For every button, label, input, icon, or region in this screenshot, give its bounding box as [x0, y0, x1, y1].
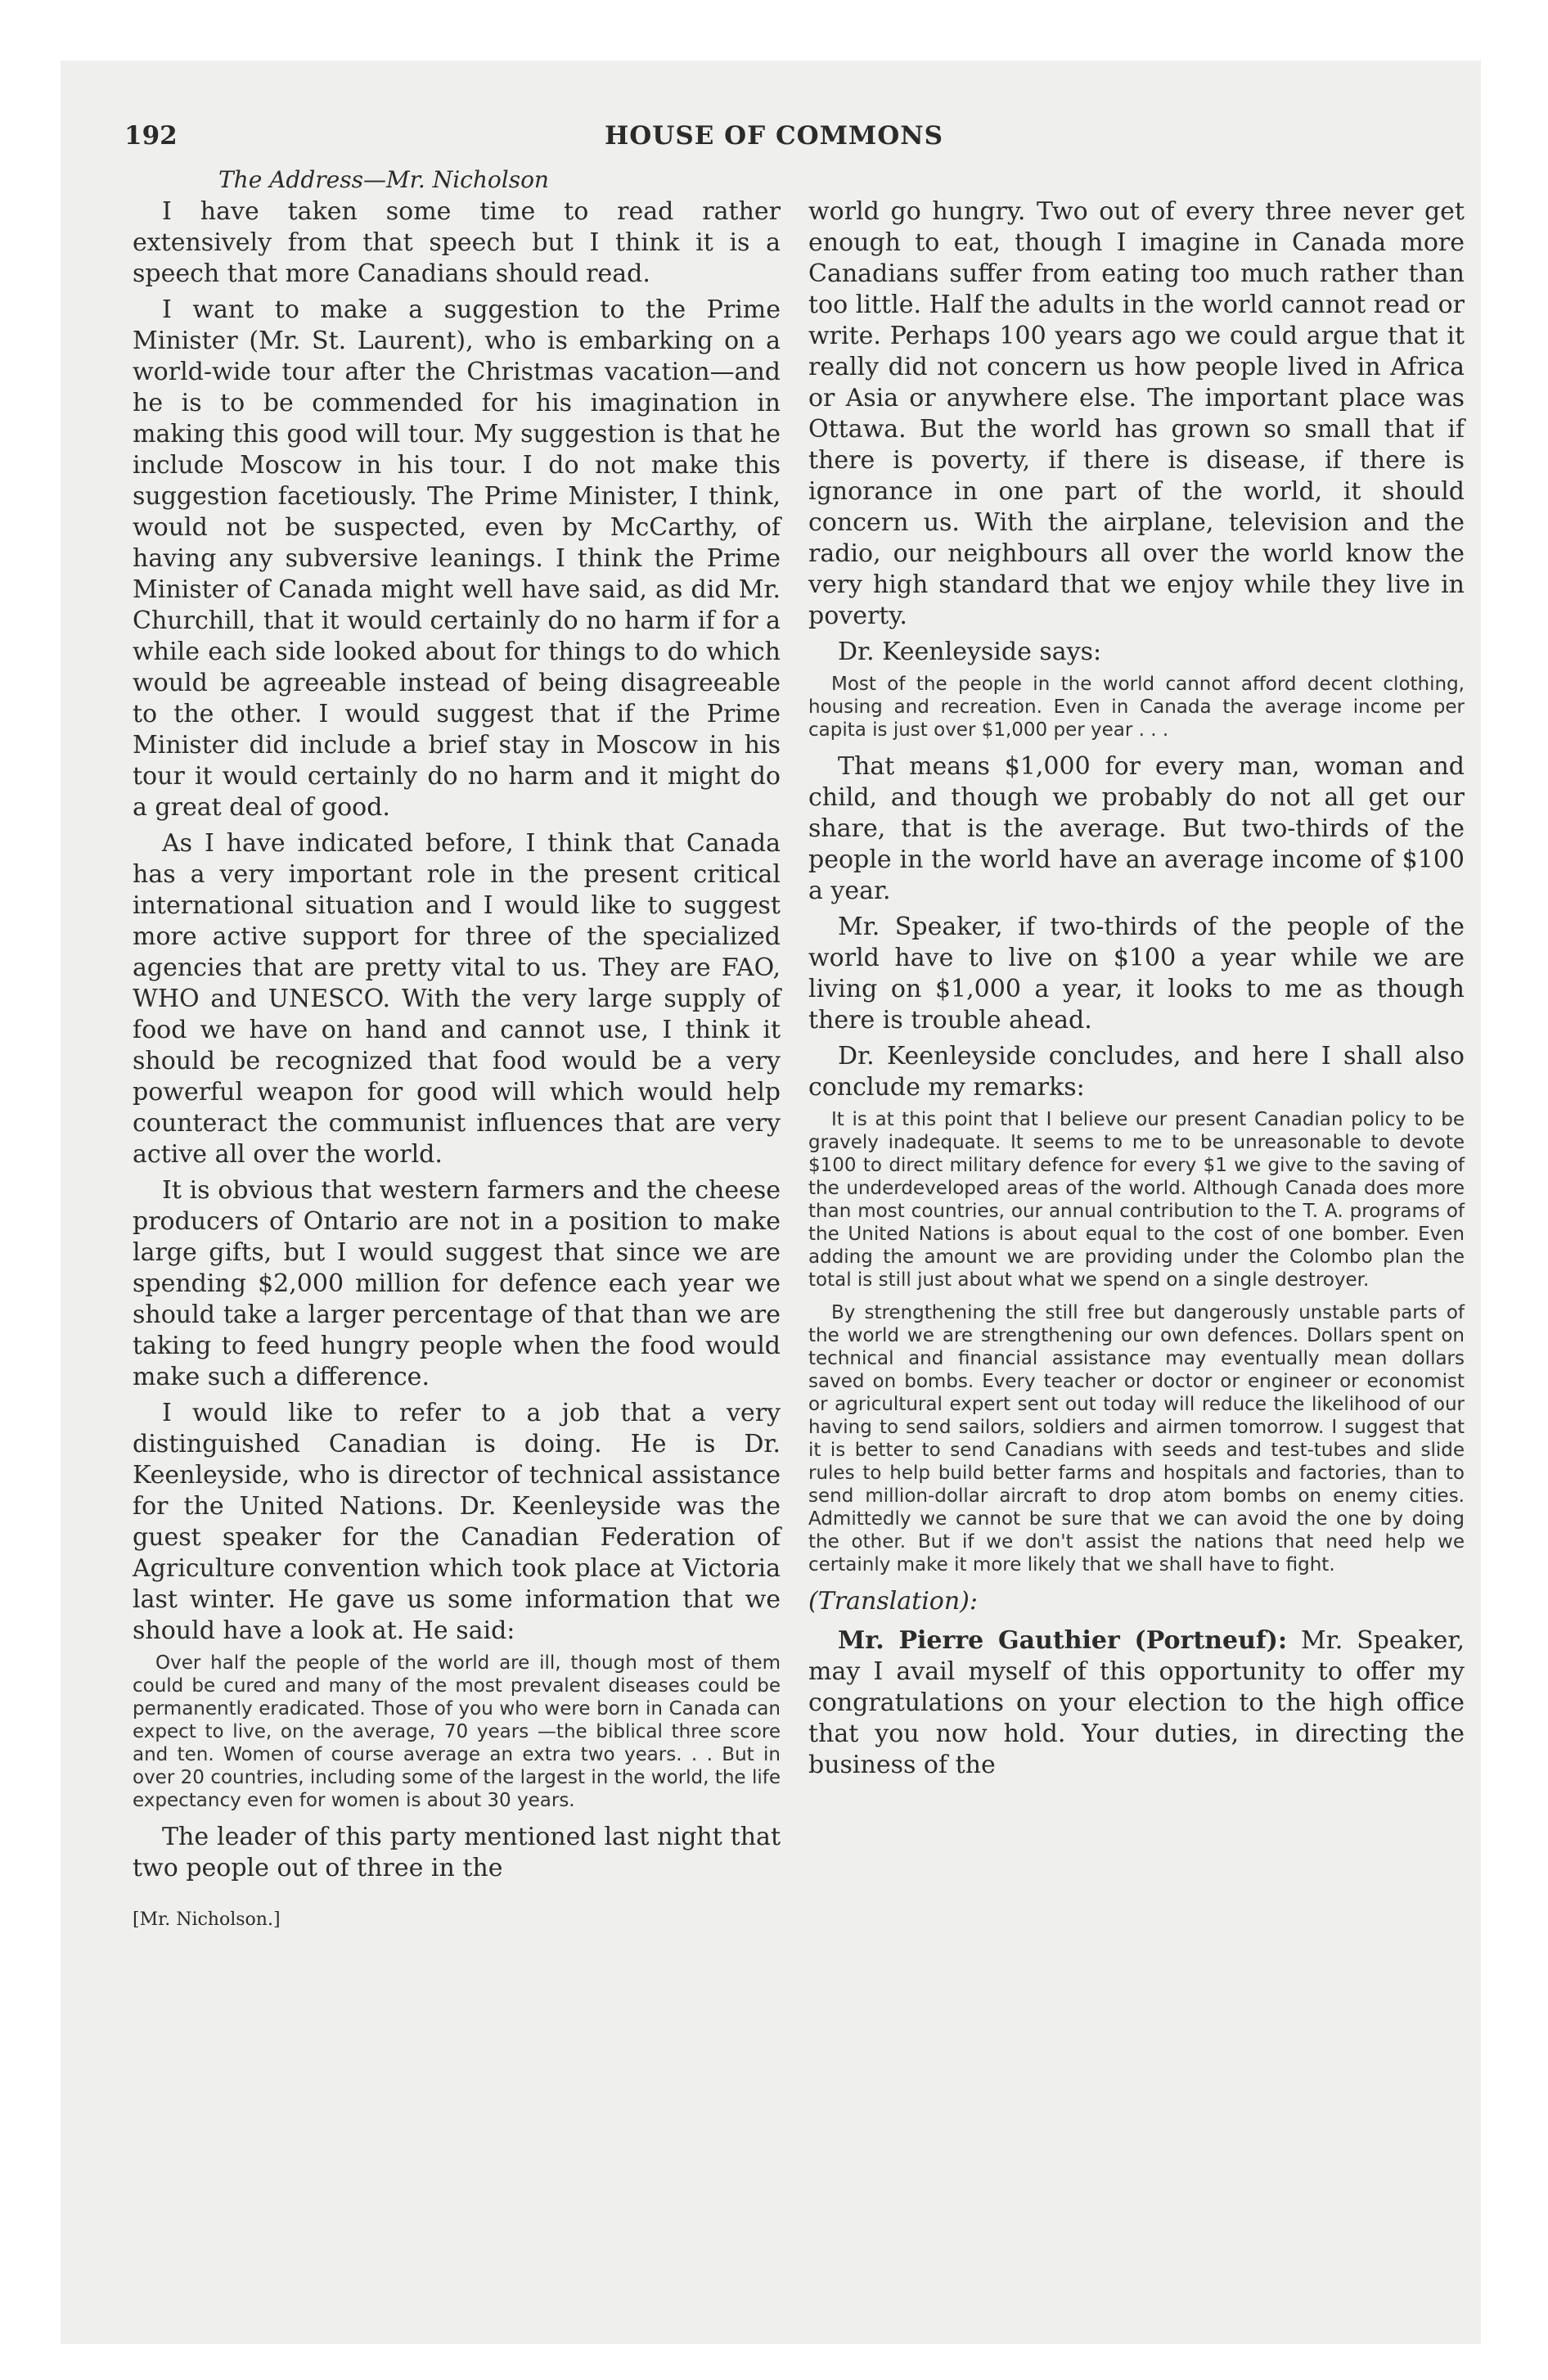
speaker-name: Mr. Pierre Gauthier (Portneuf): — [838, 1626, 1288, 1655]
paragraph: That means $1,000 for every man, woman and child, and though we probably do not all get our share, that is the average. But two-thirds of the people in the world have an average income of $100 a year. — [808, 752, 1465, 905]
paragraph: Mr. Speaker, if two-thirds of the people of the world have to live on $100 a year while we are living on $1,000 a year, it looks to me as though there is trouble ahead. — [808, 913, 1465, 1034]
block-quote: Most of the people in the world cannot afford decent clothing, housing and recreation. Even in Canada the average income per capita is just over $1,000 per year . . . — [808, 674, 1465, 741]
paragraph: I want to make a suggestion to the Prime Minister (Mr. St. Laurent), who is embarking on a world-wide tour after the Christmas vacation—and he is to be commended for his imagination in making this good will tour. My suggestion is that he include Moscow in his tour. I do not make this suggestion facetiously. The Prime Minister, I think, would not be suspected, even by McCarthy, of having any subversive leanings. I think the Prime Minister of Canada might well have said, as did Mr. Churchill, that it would certainly do no harm if for a while each side looked about for things to do which would be agreeable instead of being disagreeable to the other. I would suggest that if the Prime Minister did include a brief stay in Moscow in his tour it would certainly do no harm and it might do a great deal of good. — [133, 295, 781, 822]
right-column — [808, 196, 1465, 1786]
block-quote: Over half the people of the world are ill, though most of them could be cured and many of the most prevalent diseases could be permanently eradicated. Those of you who were born in Canada can expect to live, on the average, 70 years —the biblical three score and ten. Women of course average an extra two years. . . But in over 20 countries, including some of the largest in the world, the life expectancy even for women is about 30 years. — [133, 1652, 781, 1811]
paragraph: I have taken some time to read rather extensively from that speech but I think it is a speech that more Canadians should read. — [133, 197, 781, 288]
paragraph: world go hungry. Two out of every three never get enough to eat, though I imagine in Canada more Canadians suffer from eating too much rather than too little. Half the adults in the world cannot read or write. Perhaps 100 years ago we could argue that it really did not concern us how people lived in Africa or Asia or anywhere else. The important place was Ottawa. But the world has grown so small that if there is poverty, if there is disease, if there is ignorance in one part of the world, it should concern us. With the airplane, television and the radio, our neighbours all over the world know the very high standard that we enjoy while they live in poverty. — [808, 197, 1465, 630]
page-header — [124, 121, 1424, 160]
block-quote: It is at this point that I believe our present Canadian policy to be gravely inadequate. It seems to me to be unreasonable to devote $100 to direct military defence for every $1 we give to the saving of the underdeveloped areas of the world. Although Canada does more than most countries, our annual contribution to the T. A. programs of the United Nations is about equal to the cost of one bomber. Even adding the amount we are providing under the Colombo plan the total is still just about what we spend on a single destroyer. — [808, 1109, 1465, 1291]
speech-paragraph — [808, 1625, 1465, 1781]
block-quote: By strengthening the still free but dangerously unstable parts of the world we are strengthening our own defences. Dollars spent on technical and financial assistance may eventually mean dollars saved on bombs. Every teacher or doctor or engineer or economist or agricultural expert sent out today will reduce the likelihood of our having to send sailors, soldiers and airmen tomorrow. I suggest that it is better to send Canadians with seeds and test-tubes and slide rules to help build better farms and hospitals and factories, than to send million-dollar aircraft to drop atom bombs on enemy cities. Admittedly we cannot be sure that we can avoid the one by doing the other. But if we don't assist the nations that need help we certainly make it more likely that we shall have to fight. — [808, 1302, 1465, 1575]
translation-label: (Translation): — [808, 1587, 978, 1616]
page-number: 192 — [124, 121, 178, 151]
running-title: HOUSE OF COMMONS — [605, 121, 943, 151]
paragraph: Dr. Keenleyside concludes, and here I shall also conclude my remarks: — [808, 1042, 1465, 1102]
paragraph: I would like to refer to a job that a very distinguished Canadian is doing. He is Dr. Keenleyside, who is director of technical assistance for the United Nations. Dr. Keenleyside was the guest speaker for the Canadian Federation of Agriculture convention which took place at Victoria last winter. He gave us some information that we should have a look at. He said: — [133, 1399, 781, 1645]
paragraph: Dr. Keenleyside says: — [838, 638, 1102, 666]
section-subtitle: The Address—Mr. Nicholson — [218, 166, 549, 193]
page-footer: [Mr. Nicholson.] — [133, 1909, 281, 1930]
paragraph: It is obvious that western farmers and the cheese producers of Ontario are not in a position to make large gifts, but I would suggest that since we are spending $2,000 million for defence each year we should take a larger percentage of that than we are taking to feed hungry people when the food would make such a difference. — [133, 1176, 781, 1391]
paragraph: The leader of this party mentioned last night that two people out of three in the — [133, 1823, 781, 1882]
left-column — [133, 196, 781, 1931]
speech-text: Mr. Speaker, may I avail myself of this opportunity to offer my congratulations on your election to the high office that you now hold. Your duties, in directing the business of the — [808, 1626, 1465, 1779]
paragraph: As I have indicated before, I think that Canada has a very important role in the present critical international situation and I would like to suggest more active support for three of the specialized agencies that are pretty vital to us. They are FAO, WHO and UNESCO. With the very large supply of food we have on hand and cannot use, I think it should be recognized that food would be a very powerful weapon for good will which would help counteract the communist influences that are very active all over the world. — [133, 829, 781, 1169]
